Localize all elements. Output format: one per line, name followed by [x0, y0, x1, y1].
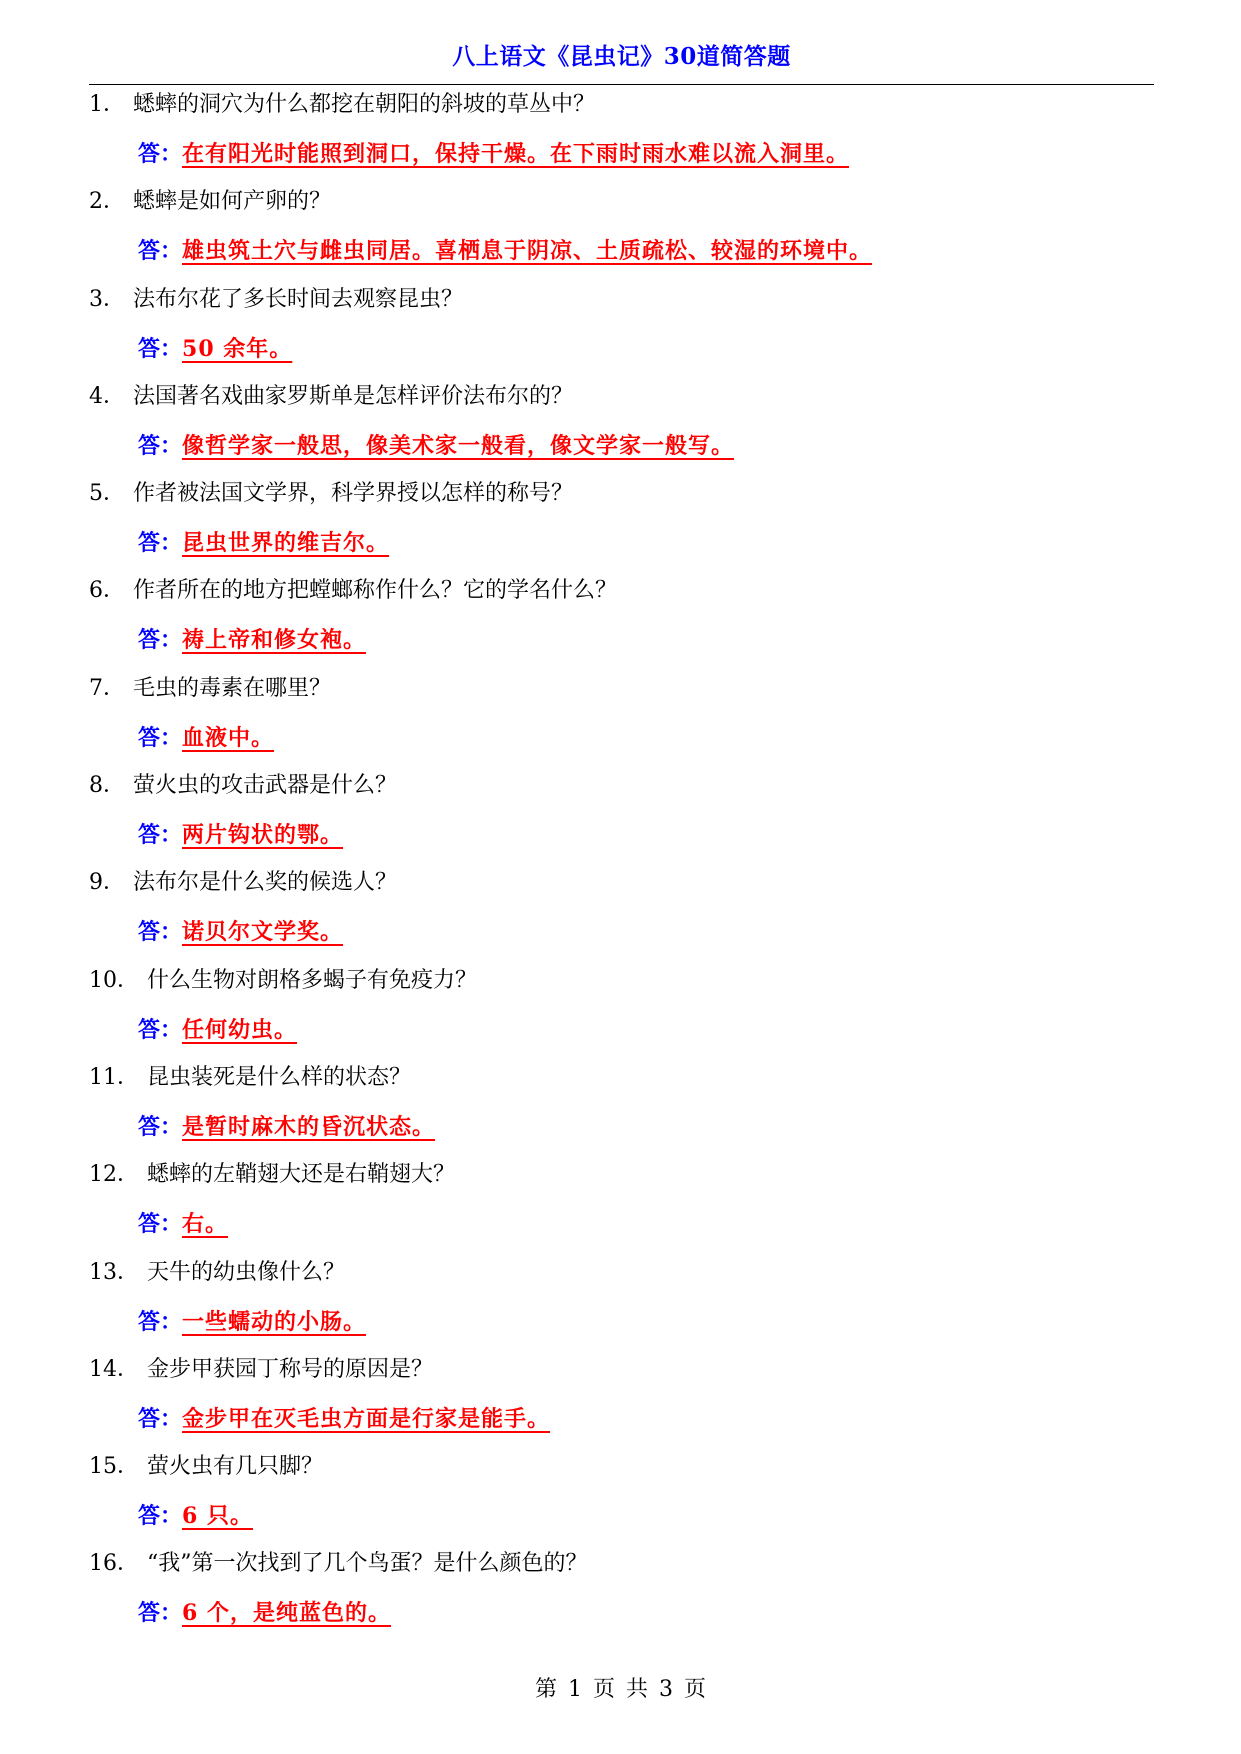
qa-item [0, 568, 1241, 665]
question-text [89, 966, 477, 996]
question-text [89, 1160, 455, 1190]
answer-text: 昆虫世界的维吉尔。 [182, 530, 390, 557]
qa-item [0, 374, 1241, 471]
answer-text: 雄虫筑土穴与雌虫同居。喜栖息于阴凉、土质疏松、较湿的环境中。 [182, 238, 873, 265]
answer [138, 1307, 374, 1337]
question-text [89, 576, 617, 606]
answer [138, 1209, 236, 1239]
question-body: 作者被法国文学界，科学界授以怎样的称号？ [133, 481, 574, 507]
question-text [89, 1063, 411, 1093]
qa-item [0, 82, 1241, 179]
qa-item [0, 1541, 1241, 1638]
answer [138, 625, 374, 655]
answer-text: 诺贝尔文学奖。 [182, 919, 344, 946]
answer [138, 1015, 305, 1045]
question-body: “我”第一次找到了几个鸟蛋？是什么颜色的？ [147, 1551, 588, 1577]
answer-text: 任何幼虫。 [182, 1016, 298, 1043]
question-body: 蟋蟀的洞穴为什么都挖在朝阳的斜坡的草丛中？ [133, 92, 596, 117]
question-text [89, 187, 331, 217]
answer [138, 431, 742, 461]
question-number: 14． [89, 1356, 139, 1382]
question-number: 11． [89, 1064, 139, 1090]
answer-label: 答： [138, 1211, 183, 1238]
qa-item [0, 471, 1241, 568]
question-number: 3． [89, 286, 125, 312]
question-text [89, 1258, 345, 1288]
question-text [89, 1549, 588, 1579]
qa-item [0, 1347, 1241, 1444]
question-text [89, 674, 331, 704]
question-number: 5． [89, 481, 125, 507]
question-number: 10． [89, 967, 139, 993]
question-body: 什么生物对朗格多蝎子有免疫力？ [147, 967, 478, 993]
answer [138, 236, 880, 266]
answer-text: 在有阳光时能照到洞口，保持干燥。在下雨时雨水难以流入洞里。 [182, 141, 850, 167]
answer [138, 723, 282, 753]
answer-label: 答： [138, 141, 183, 167]
question-number: 6． [89, 578, 125, 604]
question-text [89, 90, 595, 120]
answer [138, 528, 397, 558]
answer [138, 139, 857, 169]
answer [138, 334, 300, 364]
answer [138, 1598, 399, 1628]
page-number: 第 1 页 共 3 页 [535, 1677, 706, 1702]
question-body: 法国著名戏曲家罗斯单是怎样评价法布尔的？ [133, 383, 574, 409]
answer-label: 答： [138, 627, 183, 654]
question-text [89, 771, 397, 801]
question-text [89, 1355, 433, 1385]
question-text [89, 382, 573, 412]
question-body: 蟋蟀的左鞘翅大还是右鞘翅大？ [147, 1162, 456, 1188]
answer-label: 答： [138, 1113, 183, 1140]
question-number: 12． [89, 1162, 139, 1188]
answer-label: 答： [138, 724, 183, 751]
answer-text: 6 只。 [182, 1503, 253, 1530]
answer [138, 1501, 261, 1531]
answer-text: 祷上帝和修女袍。 [182, 627, 367, 654]
answer-label: 答： [138, 1405, 183, 1432]
qa-item [0, 179, 1241, 276]
question-number: 1． [89, 92, 125, 117]
question-body: 蟋蟀是如何产卵的？ [133, 189, 332, 215]
qa-item [0, 1444, 1241, 1541]
answer-label: 答： [138, 530, 183, 557]
question-body: 萤火虫的攻击武器是什么？ [133, 773, 398, 799]
question-text [89, 868, 397, 898]
answer [138, 1404, 558, 1434]
answer-label: 答： [138, 1503, 183, 1530]
answer-text: 两片钩状的鄂。 [182, 822, 344, 849]
answer-label: 答： [138, 238, 183, 265]
answer [138, 917, 351, 947]
qa-item [0, 1055, 1241, 1152]
question-body: 昆虫装死是什么样的状态？ [147, 1064, 412, 1090]
qa-item [0, 1152, 1241, 1249]
answer [138, 1112, 443, 1142]
qa-item [0, 666, 1241, 763]
answer-text: 右。 [182, 1211, 229, 1238]
answer-text: 是暂时麻木的昏沉状态。 [182, 1113, 436, 1140]
question-number: 8． [89, 773, 125, 799]
question-text [89, 479, 573, 509]
qa-item [0, 277, 1241, 374]
qa-list [0, 82, 1241, 1639]
question-body: 法布尔花了多长时间去观察昆虫？ [133, 286, 464, 312]
answer-label: 答： [138, 822, 183, 849]
question-body: 金步甲获园丁称号的原因是？ [147, 1356, 434, 1382]
answer-text: 50 余年。 [182, 335, 293, 362]
question-text [89, 1452, 323, 1482]
answer-label: 答： [138, 919, 183, 946]
question-body: 毛虫的毒素在哪里？ [133, 675, 332, 701]
answer-label: 答： [138, 432, 183, 459]
qa-item [0, 1250, 1241, 1347]
question-body: 萤火虫有几只脚？ [147, 1454, 324, 1480]
answer [138, 820, 351, 850]
qa-item [0, 763, 1241, 860]
question-number: 9． [89, 870, 125, 896]
question-body: 天牛的幼虫像什么？ [147, 1259, 346, 1285]
question-number: 15． [89, 1454, 139, 1480]
answer-label: 答： [138, 1308, 183, 1335]
question-body: 作者所在的地方把螳螂称作什么？它的学名什么？ [133, 578, 618, 604]
question-number: 4． [89, 383, 125, 409]
question-body: 法布尔是什么奖的候选人？ [133, 870, 398, 896]
answer-label: 答： [138, 335, 183, 362]
qa-item [0, 860, 1241, 957]
answer-label: 答： [138, 1600, 183, 1627]
answer-text: 金步甲在灭毛虫方面是行家是能手。 [182, 1405, 551, 1432]
question-number: 2． [89, 189, 125, 215]
answer-text: 6 个，是纯蓝色的。 [182, 1600, 391, 1627]
answer-text: 像哲学家一般思，像美术家一般看，像文学家一般写。 [182, 432, 735, 459]
answer-text: 一些蠕动的小肠。 [182, 1308, 367, 1335]
qa-item [0, 958, 1241, 1055]
page-header [89, 30, 1154, 85]
question-text [89, 285, 463, 315]
question-number: 7． [89, 675, 125, 701]
question-number: 16． [89, 1551, 139, 1577]
answer-label: 答： [138, 1016, 183, 1043]
question-number: 13． [89, 1259, 139, 1285]
page-title: 八上语文《昆虫记》30道简答题 [452, 43, 791, 70]
answer-text: 血液中。 [182, 724, 275, 751]
